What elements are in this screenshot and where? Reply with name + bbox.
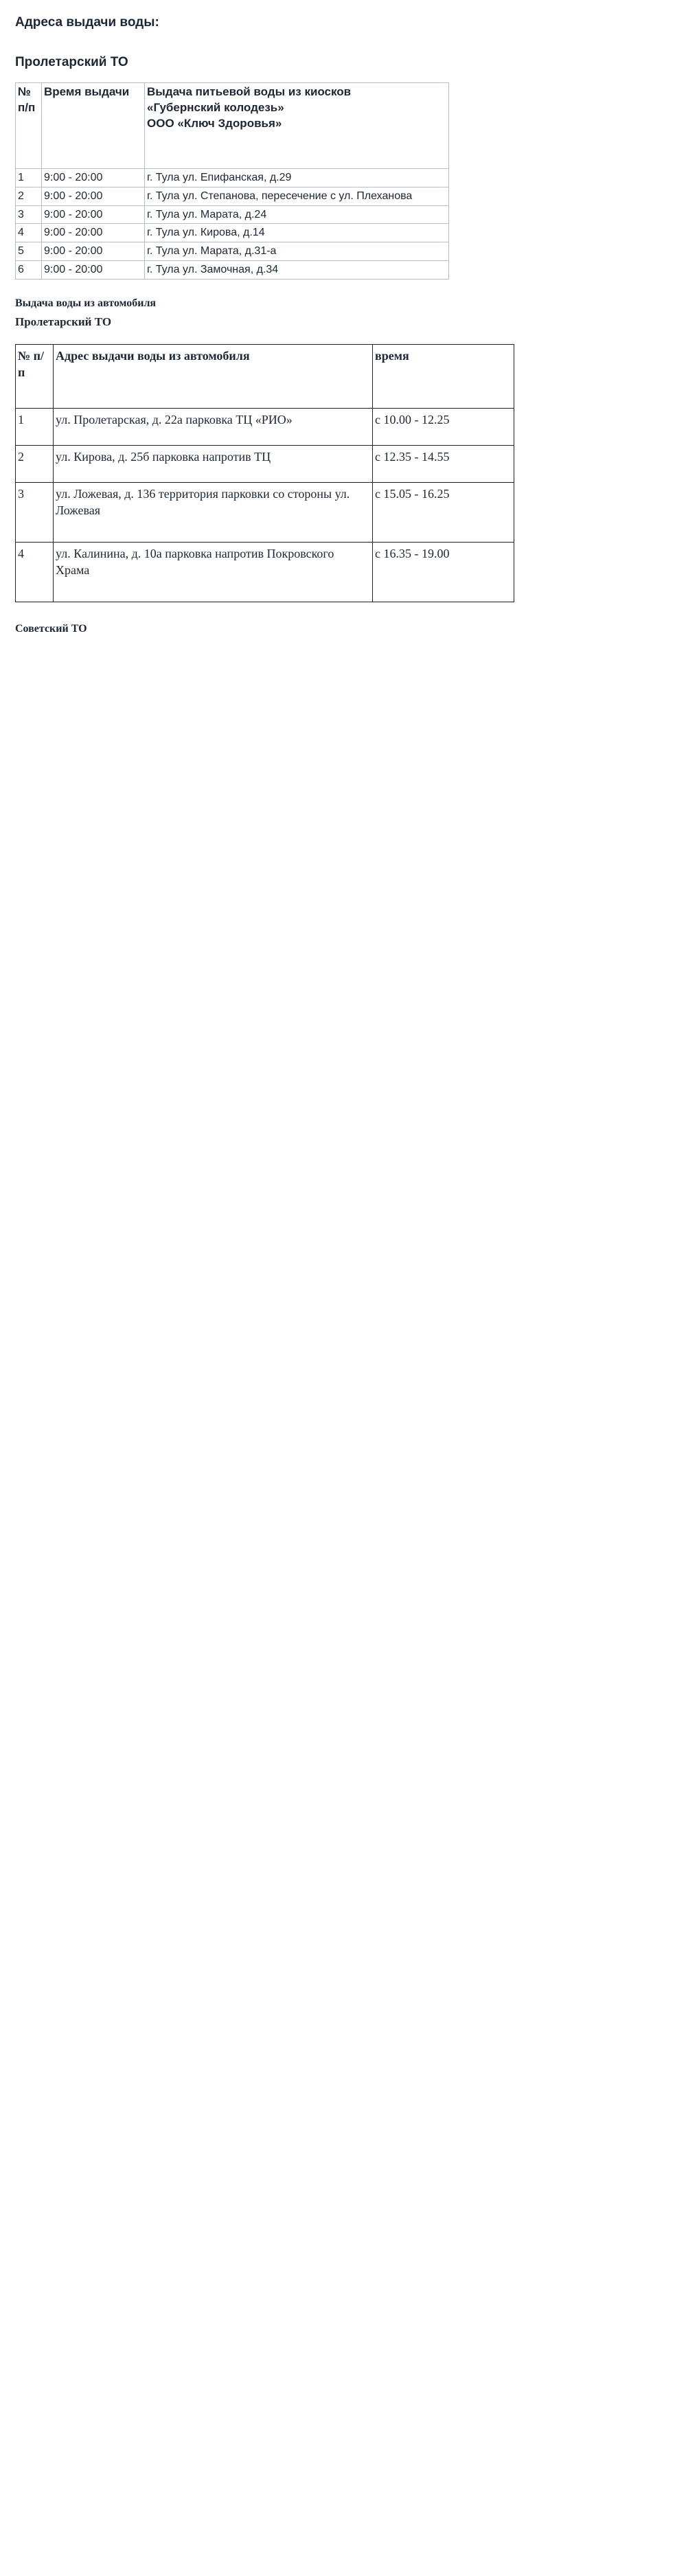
proletarsky-kiosk-table <box>15 82 449 280</box>
proletarsky-auto-table <box>15 344 514 602</box>
row-time: с 12.35 - 14.55 <box>373 445 514 482</box>
row-address: г. Тула ул. Степанова, пересечение с ул. Плеханова <box>145 187 449 205</box>
row-number: 3 <box>16 482 54 542</box>
header-time: время <box>373 344 514 408</box>
header-kiosk-line: Выдача питьевой воды из киосков <box>147 85 352 98</box>
header-number: № п/п <box>16 83 42 169</box>
row-number: 1 <box>16 408 54 445</box>
table-row <box>16 169 449 187</box>
header-time: Время выдачи <box>42 83 145 169</box>
table-row <box>16 187 449 205</box>
row-time: 9:00 - 20:00 <box>42 260 145 279</box>
row-time: 9:00 - 20:00 <box>42 224 145 242</box>
row-number: 4 <box>16 542 54 602</box>
proletarsky-auto-subtitle: Пролетарский ТО <box>15 315 112 328</box>
proletarsky-kiosk-title: Пролетарский ТО <box>15 55 128 69</box>
row-number: 4 <box>16 224 42 242</box>
table-row <box>16 542 514 602</box>
proletarsky-auto-title: Выдача воды из автомобиля <box>15 297 157 309</box>
table-header-row <box>16 344 514 408</box>
table-header-row <box>16 83 449 169</box>
table-row <box>16 445 514 482</box>
row-time: 9:00 - 20:00 <box>42 242 145 261</box>
row-address: г. Тула ул. Замочная, д.34 <box>145 260 449 279</box>
row-address: ул. Калинина, д. 10а парковка напротив Покровского Храма <box>54 542 373 602</box>
row-address: г. Тула ул. Марата, д.24 <box>145 205 449 224</box>
row-time: 9:00 - 20:00 <box>42 205 145 224</box>
table-row <box>16 205 449 224</box>
table-row <box>16 260 449 279</box>
row-time: с 10.00 - 12.25 <box>373 408 514 445</box>
row-number: 5 <box>16 242 42 261</box>
row-address: г. Тула ул. Кирова, д.14 <box>145 224 449 242</box>
row-number: 2 <box>16 187 42 205</box>
page-heading: Адреса выдачи воды: <box>15 15 159 30</box>
row-address: ул. Ложевая, д. 136 территория парковки со стороны ул. Ложевая <box>54 482 373 542</box>
row-number: 6 <box>16 260 42 279</box>
page <box>0 0 675 635</box>
row-address: ул. Пролетарская, д. 22а парковка ТЦ «РИО» <box>54 408 373 445</box>
row-number: 2 <box>16 445 54 482</box>
row-time: 9:00 - 20:00 <box>42 187 145 205</box>
header-address: Адрес выдачи воды из автомобиля <box>54 344 373 408</box>
table-row <box>16 408 514 445</box>
row-time: 9:00 - 20:00 <box>42 169 145 187</box>
row-number: 3 <box>16 205 42 224</box>
row-time: с 15.05 - 16.25 <box>373 482 514 542</box>
row-address: г. Тула ул. Марата, д.31-а <box>145 242 449 261</box>
header-kiosk <box>145 83 449 169</box>
row-number: 1 <box>16 169 42 187</box>
header-kiosk-line: «Губернский колодезь» <box>147 100 284 114</box>
table-row <box>16 242 449 261</box>
table-row <box>16 224 449 242</box>
header-kiosk-line: ООО «Ключ Здоровья» <box>147 116 282 130</box>
row-address: г. Тула ул. Епифанская, д.29 <box>145 169 449 187</box>
row-address: ул. Кирова, д. 25б парковка напротив ТЦ <box>54 445 373 482</box>
sovetsky-title: Советский ТО <box>15 622 87 635</box>
row-time: с 16.35 - 19.00 <box>373 542 514 602</box>
table-row <box>16 482 514 542</box>
header-number: № п/п <box>16 344 54 408</box>
